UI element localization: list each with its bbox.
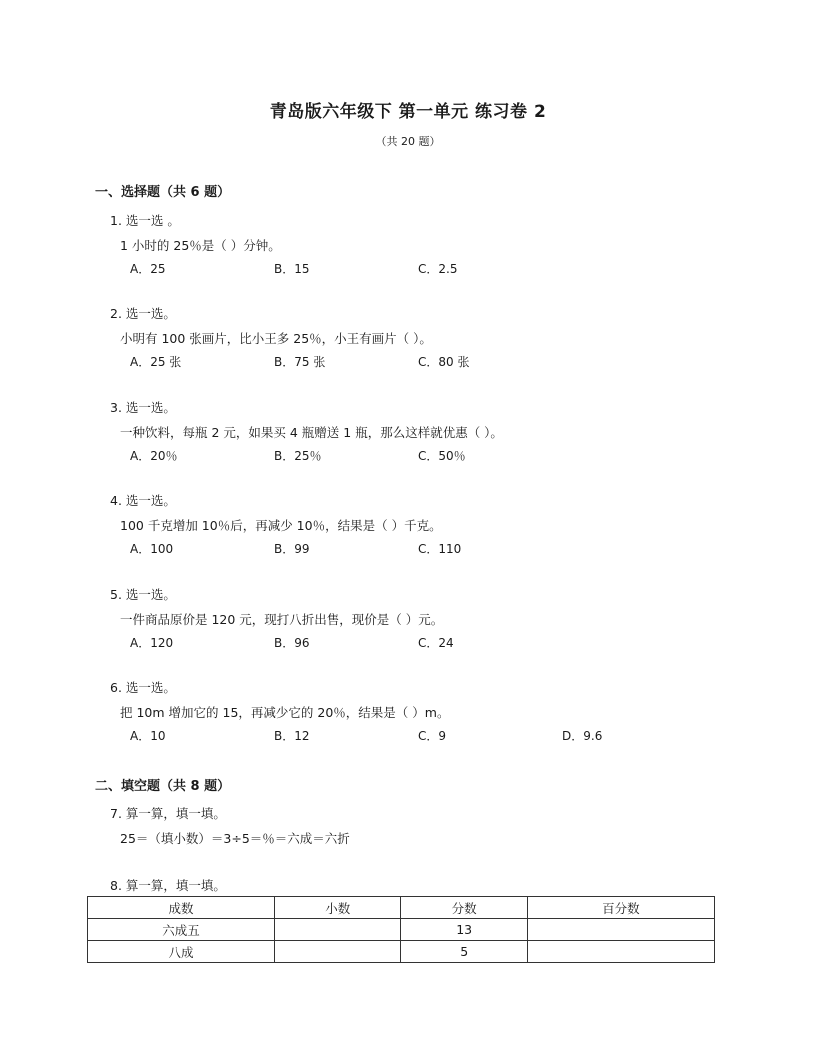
option-c: C．80 张 <box>418 355 470 369</box>
option-b: B．12 <box>274 729 310 743</box>
table-cell: 六成五 <box>88 919 275 941</box>
section-heading-choice: 一、选择题（共 6 题） <box>95 185 231 200</box>
question-stem: 1. 选一选 。 <box>110 213 180 228</box>
option-b: B．96 <box>274 636 310 650</box>
option-c: C．2.5 <box>418 262 458 276</box>
table-cell-blank[interactable] <box>275 941 401 963</box>
table-header-row <box>88 897 715 919</box>
question-stem: 5. 选一选。 <box>110 587 176 602</box>
option-b: B．75 张 <box>274 355 326 369</box>
question-body: 小明有 100 张画片，比小王多 25％，小王有画片（ ）。 <box>120 331 432 346</box>
option-b: B．15 <box>274 262 310 276</box>
option-a: A．20％ <box>130 449 178 463</box>
table-row <box>88 941 715 963</box>
table-header: 分数 <box>401 897 527 919</box>
question-stem: 6. 选一选。 <box>110 680 176 695</box>
question-stem: 7. 算一算，填一填。 <box>110 806 226 821</box>
option-a: A．120 <box>130 636 174 650</box>
table-cell-blank[interactable] <box>527 941 714 963</box>
table-cell: 13 <box>401 919 527 941</box>
option-c: C．9 <box>418 729 447 743</box>
option-c: C．110 <box>418 542 462 556</box>
question-body: 一件商品原价是 120 元，现打八折出售，现价是（ ）元。 <box>120 612 444 627</box>
options-row <box>130 634 730 650</box>
page-title: 青岛版六年级下 第一单元 练习卷 2 <box>269 102 547 122</box>
option-a: A．10 <box>130 729 166 743</box>
options-row <box>130 353 730 369</box>
options-row <box>130 727 730 743</box>
table-cell-blank[interactable] <box>527 919 714 941</box>
question-stem: 2. 选一选。 <box>110 306 176 321</box>
question-body: 把 10m 增加它的 15，再减少它的 20％，结果是（ ）m。 <box>120 705 450 720</box>
table-cell-blank[interactable] <box>275 919 401 941</box>
options-row <box>130 260 730 276</box>
question-body: 一种饮料，每瓶 2 元，如果买 4 瓶赠送 1 瓶，那么这样就优惠（ ）。 <box>120 425 503 440</box>
question-stem: 4. 选一选。 <box>110 493 176 508</box>
options-row <box>130 540 730 556</box>
section-heading-fill: 二、填空题（共 8 题） <box>95 779 231 794</box>
fill-table <box>87 896 715 963</box>
question-body: 1 小时的 25％是（ ）分钟。 <box>120 238 281 253</box>
table-header: 成数 <box>88 897 275 919</box>
table-header: 百分数 <box>527 897 714 919</box>
option-a: A．100 <box>130 542 174 556</box>
options-row <box>130 447 730 463</box>
table-cell: 八成 <box>88 941 275 963</box>
table-cell: 5 <box>401 941 527 963</box>
question-body: 25＝（填小数）＝3÷5＝％＝六成＝六折 <box>120 831 350 846</box>
option-b: B．25％ <box>274 449 322 463</box>
question-stem: 3. 选一选。 <box>110 400 176 415</box>
table-row <box>88 919 715 941</box>
question-body: 100 千克增加 10％后，再减少 10％，结果是（ ）千克。 <box>120 518 442 533</box>
option-a: A．25 张 <box>130 355 182 369</box>
option-d: D．9.6 <box>562 729 603 743</box>
option-c: C．50％ <box>418 449 466 463</box>
table-header: 小数 <box>275 897 401 919</box>
option-b: B．99 <box>274 542 310 556</box>
option-c: C．24 <box>418 636 454 650</box>
page-subtitle: （共 20 题） <box>375 135 441 148</box>
option-a: A．25 <box>130 262 166 276</box>
question-stem: 8. 算一算，填一填。 <box>110 878 226 893</box>
